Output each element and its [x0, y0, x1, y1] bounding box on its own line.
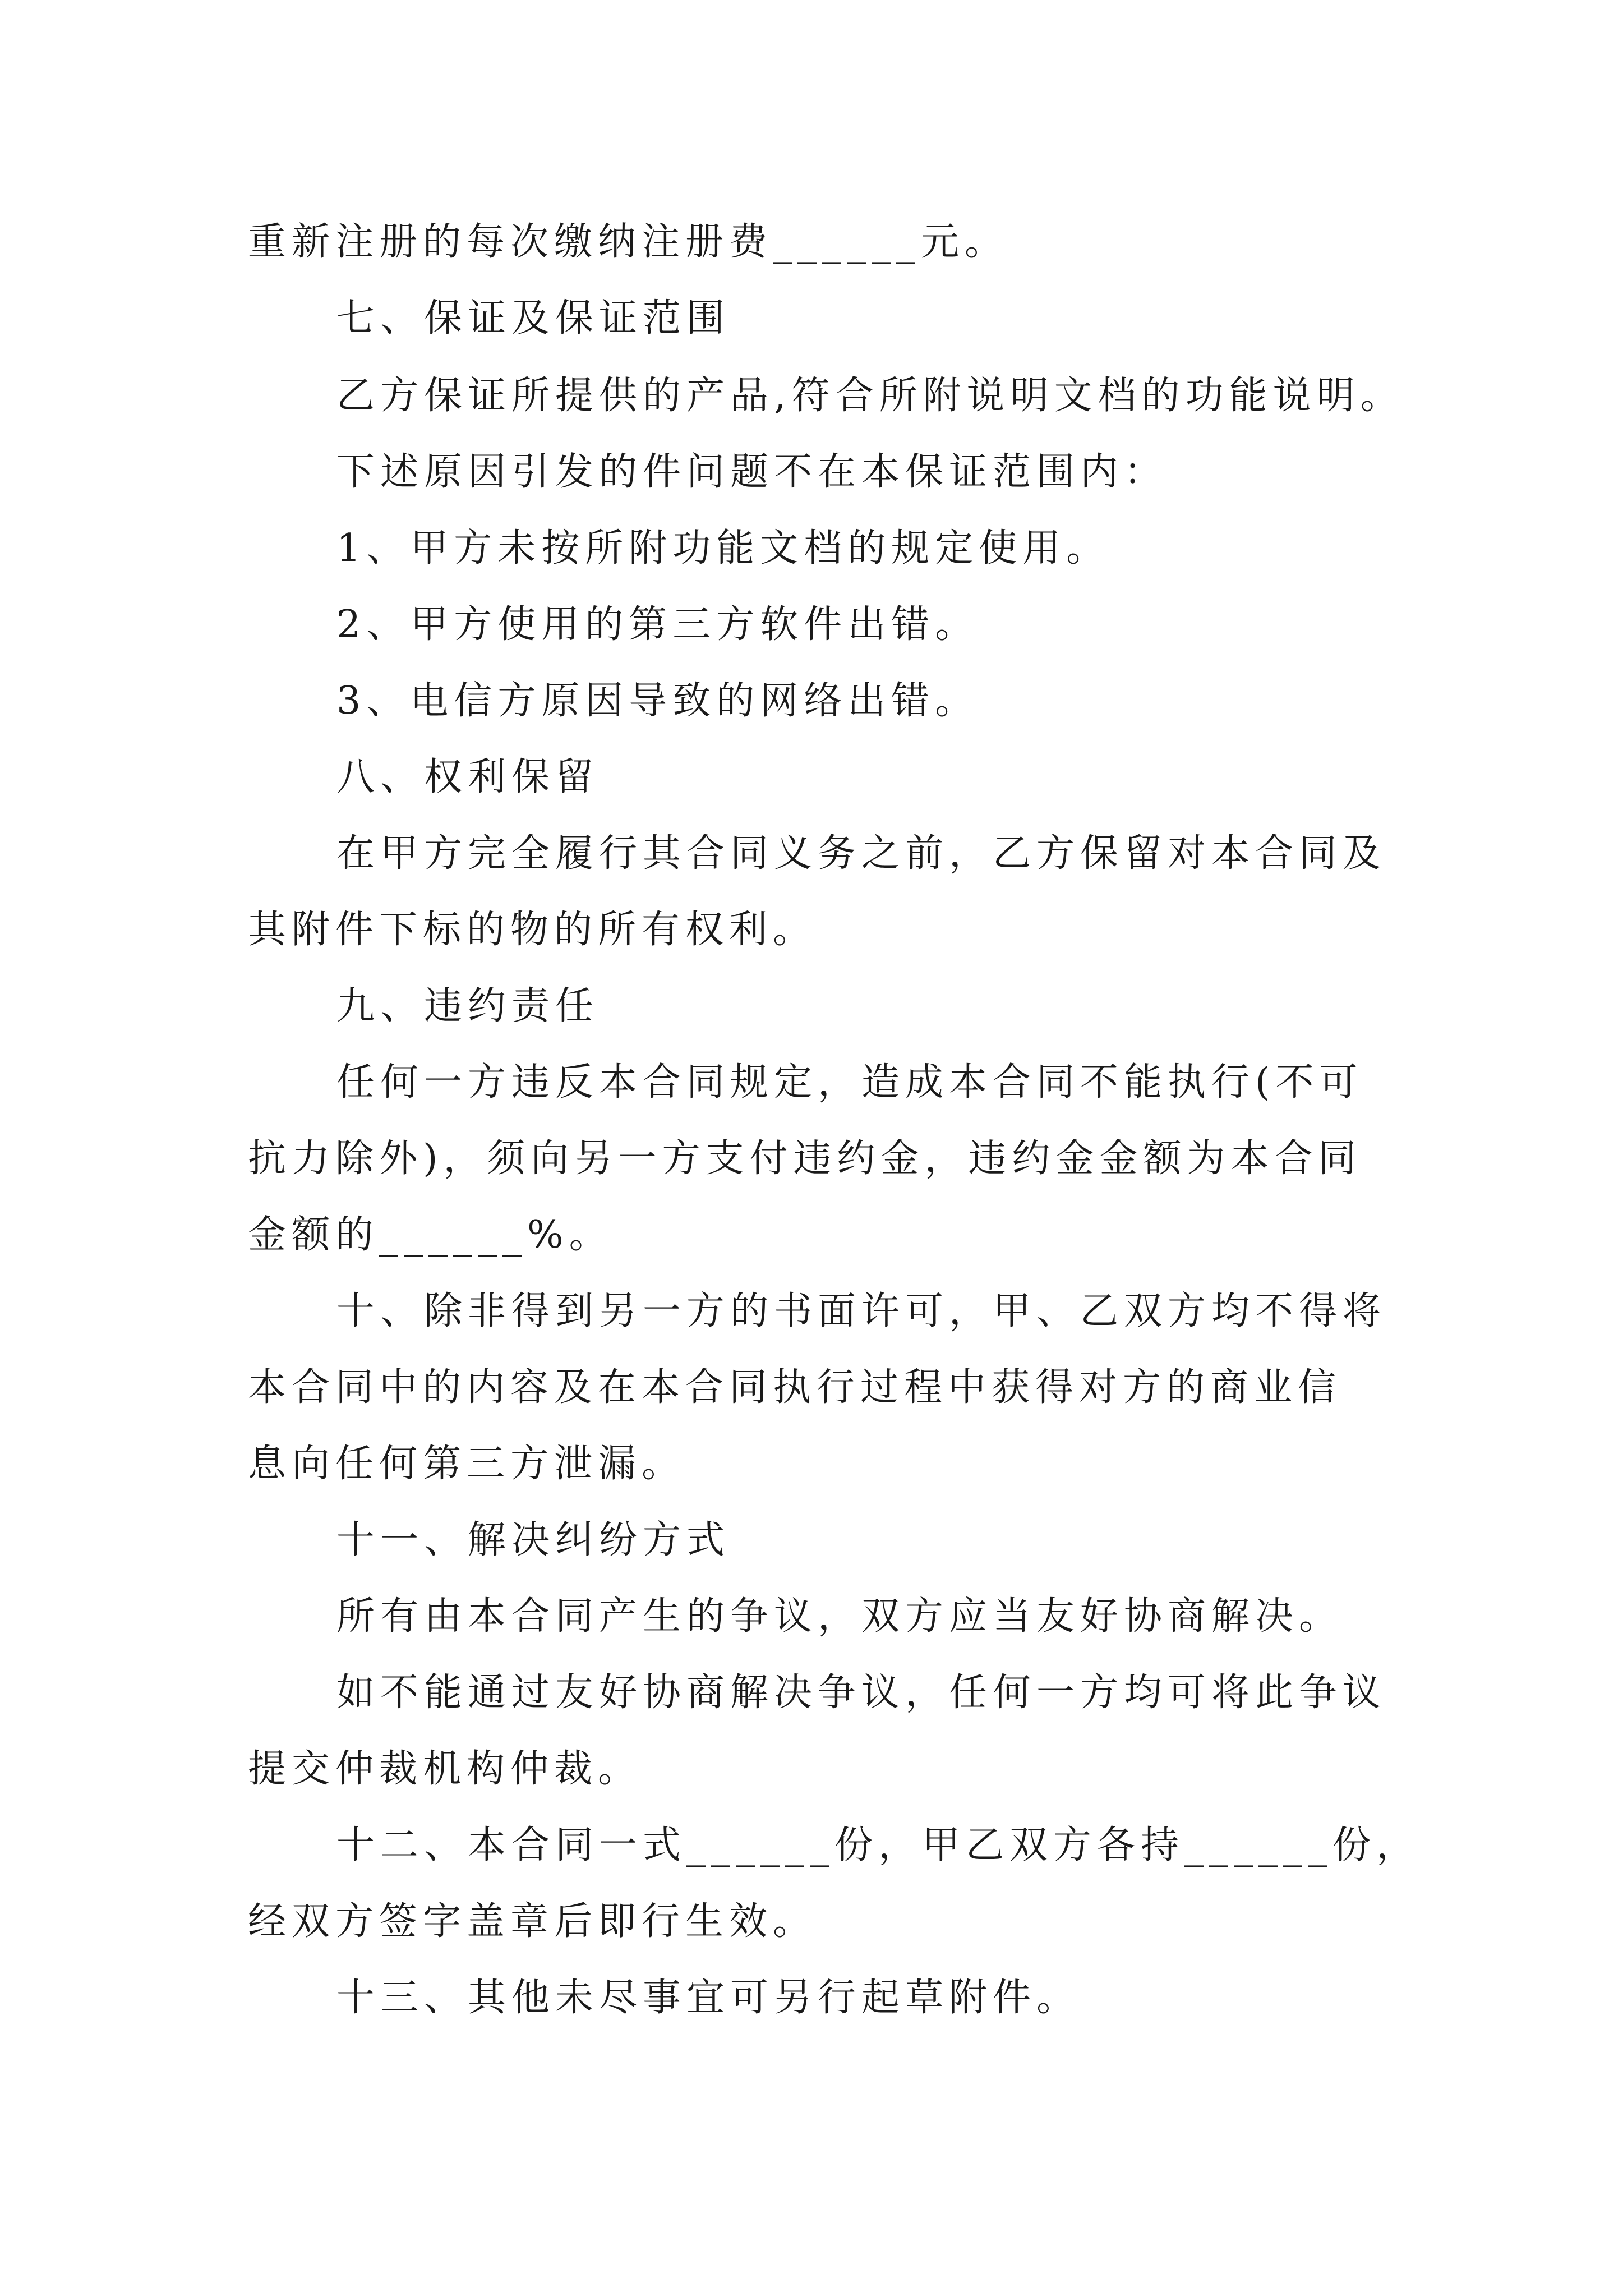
text-line: 如不能通过友好协商解决争议，任何一方均可将此争议 — [336, 1671, 1387, 1715]
list-item: 2、甲方使用的第三方软件出错。 — [336, 602, 979, 647]
text-line: 本合同中的内容及在本合同执行过程中获得对方的商业信 — [248, 1365, 1342, 1410]
text-line: 提交仲裁机构仲裁。 — [248, 1747, 642, 1791]
text-line: 金额的______%。 — [248, 1213, 613, 1257]
text-line: 其附件下标的物的所有权利。 — [248, 908, 817, 952]
text-line: 经双方签字盖章后即行生效。 — [248, 1899, 817, 1944]
list-item: 1、甲方未按所附功能文档的规定使用。 — [336, 526, 1110, 570]
section-heading: 七、保证及保证范围 — [336, 296, 731, 341]
text-line: 抗力除外)，须向另一方支付违约金，违约金金额为本合同 — [248, 1137, 1362, 1181]
text-line: 息向任何第三方泄漏。 — [248, 1442, 686, 1486]
text-line: 十、除非得到另一方的书面许可，甲、乙双方均不得将 — [336, 1289, 1387, 1333]
text-line: 所有由本合同产生的争议，双方应当友好协商解决。 — [336, 1594, 1343, 1639]
text-line: 十二、本合同一式______份，甲乙双方各持______份， — [336, 1823, 1421, 1867]
text-line: 下述原因引发的件问题不在本保证范围内： — [336, 450, 1168, 494]
section-heading: 九、违约责任 — [336, 984, 600, 1028]
text-line: 乙方保证所提供的产品,符合所附说明文档的功能说明。 — [336, 374, 1404, 418]
section-heading: 十一、解决纠纷方式 — [336, 1518, 731, 1562]
text-line: 十三、其他未尽事宜可另行起草附件。 — [336, 1976, 1081, 2020]
section-heading: 八、权利保留 — [336, 755, 600, 799]
text-line: 任何一方违反本合同规定，造成本合同不能执行(不可 — [336, 1060, 1363, 1105]
text-line: 在甲方完全履行其合同义务之前，乙方保留对本合同及 — [336, 831, 1387, 876]
list-item: 3、电信方原因导致的网络出错。 — [336, 679, 979, 723]
text-line: 重新注册的每次缴纳注册费______元。 — [248, 220, 1009, 264]
